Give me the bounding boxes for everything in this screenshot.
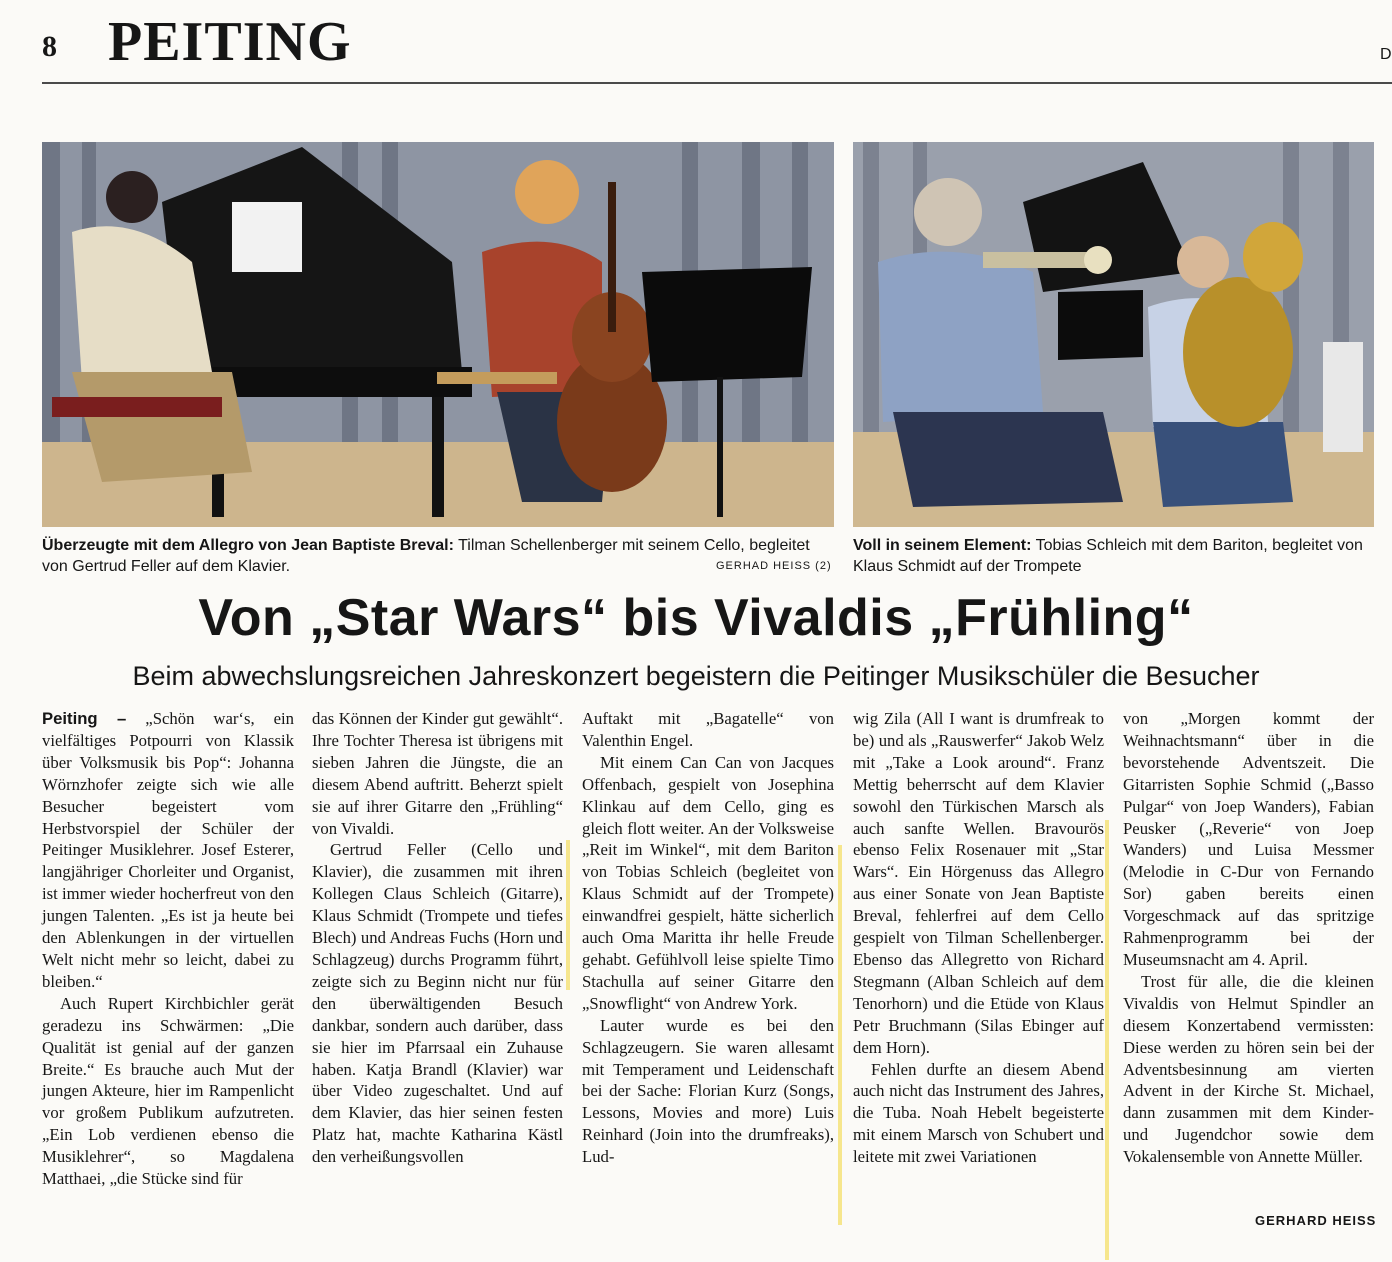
article-column-3 (582, 708, 834, 1168)
highlighter-mark (1105, 820, 1109, 1260)
highlighter-mark (566, 840, 570, 990)
photo-credit: GERHAD HEISS (2) (716, 560, 832, 572)
caption-left-bold: Überzeugte mit dem Allegro von Jean Baptiste Breval: (42, 537, 454, 554)
article-column-4 (853, 708, 1104, 1168)
article-subheadline: Beim abwechslungsreichen Jahreskonzert begeistern die Peitinger Musikschüler die Besucher (132, 661, 1260, 691)
masthead-edge-letter: D (1380, 46, 1392, 63)
paragraph: Fehlen durfte an diesem Abend auch nicht das Instrument des Jahres, die Tuba. Noah Hebelt begeisterte mit einem Marsch von Schubert und leitete mit zwei Variationen (853, 1059, 1104, 1167)
paragraph: das Können der Kinder gut gewählt“. Ihre Tochter Theresa ist übrigens mit sieben Jahren die Jüngste, die an diesem Abend auftritt. Beherzt spielt sie auf ihrer Gitarre den „Frühling“ von Vivaldi. (312, 709, 563, 838)
paragraph: Auftakt mit „Bagatelle“ von Valenthin Engel. (582, 709, 834, 750)
caption-left-text: Tilman Schellenberger mit seinem Cello, begleitet von Gertrud Feller auf dem Klavier. (42, 537, 810, 575)
author-byline: GERHARD HEISS (1255, 1213, 1377, 1228)
caption-right (853, 535, 1374, 577)
paragraph: „Schön war‘s, ein vielfältiges Potpourri von Klassik über Volksmusik bis Pop“: Johanna Wörnzhofer zeigte sich wie alle Besucher begeistert vom Herbstvorspiel der Schüler der Peitinger Musiklehrer. Josef Esterer, langjähriger Chorleiter und Organist, ist immer wieder hocherfreut von den jungen Talenten. „Es ist ja heute bei den Ablenkungen in der virtuellen Welt nicht mehr so leicht, dabei zu bleiben.“ (42, 709, 294, 991)
dateline: Peiting – (42, 709, 127, 728)
masthead-rule (42, 82, 1392, 84)
section-title: PEITING (108, 11, 352, 73)
page-number: 8 (42, 30, 57, 63)
article-headline: Von „Star Wars“ bis Vivaldis „Frühling“ (198, 589, 1194, 647)
photo-cello-piano (42, 142, 834, 527)
paragraph: von „Morgen kommt der Weihnachtsmann“ über in die bevorstehende Adventszeit. Die Gitarristen Sophie Schmid („Basso Pulgar“ von Joep Wanders), Fabian Peusker („Reverie“ von Joep Wanders) und Luisa Messmer (Melodie in C-Dur von Fernando Sor) gaben bereits einen Vorgeschmack auf das spritzige Rahmenprogramm bei der Museumsnacht am 4. April. (1123, 709, 1374, 969)
highlighter-mark (838, 845, 842, 1225)
paragraph: Trost für alle, die die kleinen Vivaldis von Helmut Spindler an diesem Konzertabend vermissten: Diese werden zu hören sein bei der Adventsbesinnung am vierten Advent in der Kirche St. Michael, dann zusammen mit dem Kinder- und Jugendchor sowie dem Vokalensemble von Annette Müller. (1123, 971, 1374, 1167)
photo-trumpet-baritone (853, 142, 1374, 527)
paragraph: wig Zila (All I want is drumfreak to be) und als „Rauswerfer“ Jakob Welz mit „Take a Look around“. Franz Mettig beherrscht auf dem Klavier sowohl den Türkischen Marsch als auch sanfte Wellen. Bravourös ebenso Felix Rosenauer mit „Star Wars“. Ein Hörgenuss das Allegro aus einer Sonate von Jean Baptiste Breval, fehlerfrei auf dem Cello gespielt von Tilman Schellenberger. Ebenso das Allegretto von Richard Stegmann (Alban Schleich auf dem Tenorhorn) und die Etüde von Klaus Petr Bruchmann (Silas Ebinger auf dem Horn). (853, 709, 1104, 1057)
article-column-1 (42, 708, 294, 1190)
article-column-5 (1123, 708, 1374, 1168)
paragraph: Lauter wurde es bei den Schlagzeugern. Sie waren allesamt mit Temperament und Leidenschaft bei der Sache: Florian Kurz (Songs, Lessons, Movies and more) Luis Reinhard (Join into the drumfreaks), Lud- (582, 1015, 834, 1167)
paragraph: Mit einem Can Can von Jacques Offenbach, gespielt von Josephina Klinkau auf dem Cello, ging es gleich flott weiter. An der Volksweise „Reit im Winkel“, mit dem Bariton von Tobias Schleich (begleitet von Klaus Schmidt auf der Trompete) einwandfrei gespielt, hätte sicherlich auch Oma Maritta ihr helle Freude gehabt. Gefühlvoll leise spielte Timo Stachulla auf seiner Gitarre den „Snowflight“ von Andrew York. (582, 752, 834, 1013)
caption-right-bold: Voll in seinem Element: (853, 537, 1032, 554)
caption-right-text: Tobias Schleich mit dem Bariton, begleitet von Klaus Schmidt auf der Trompete (853, 537, 1363, 575)
paragraph: Gertrud Feller (Cello und Klavier), die zusammen mit ihren Kollegen Claus Schleich (Gitarre), Klaus Schmidt (Trompete und tiefes Blech) und Andreas Fuchs (Horn und Schlagzeug) durchs Programm führt, zeigte sich zu Beginn nicht nur für den überwältigenden Besuch dankbar, sondern auch darüber, dass sie hier im Pfarrsaal ein Zuhause haben. Katja Brandl (Klavier) war über Video zugeschaltet. Und auf dem Klavier, das hier seinen festen Platz hat, machte Katharina Kästl den verheißungsvollen (312, 840, 563, 1167)
article-column-2 (312, 708, 563, 1168)
paragraph: Auch Rupert Kirchbichler gerät geradezu ins Schwärmen: „Die Qualität ist genial auf der ganzen Breite.“ Es brauche auch Mut der jungen Akteure, hier im Rampenlicht vor großem Publikum aufzutreten. „Ein Lob verdienen ebenso die Musiklehrer“, so Magdalena Matthaei, „die Stücke sind für (42, 993, 294, 1189)
